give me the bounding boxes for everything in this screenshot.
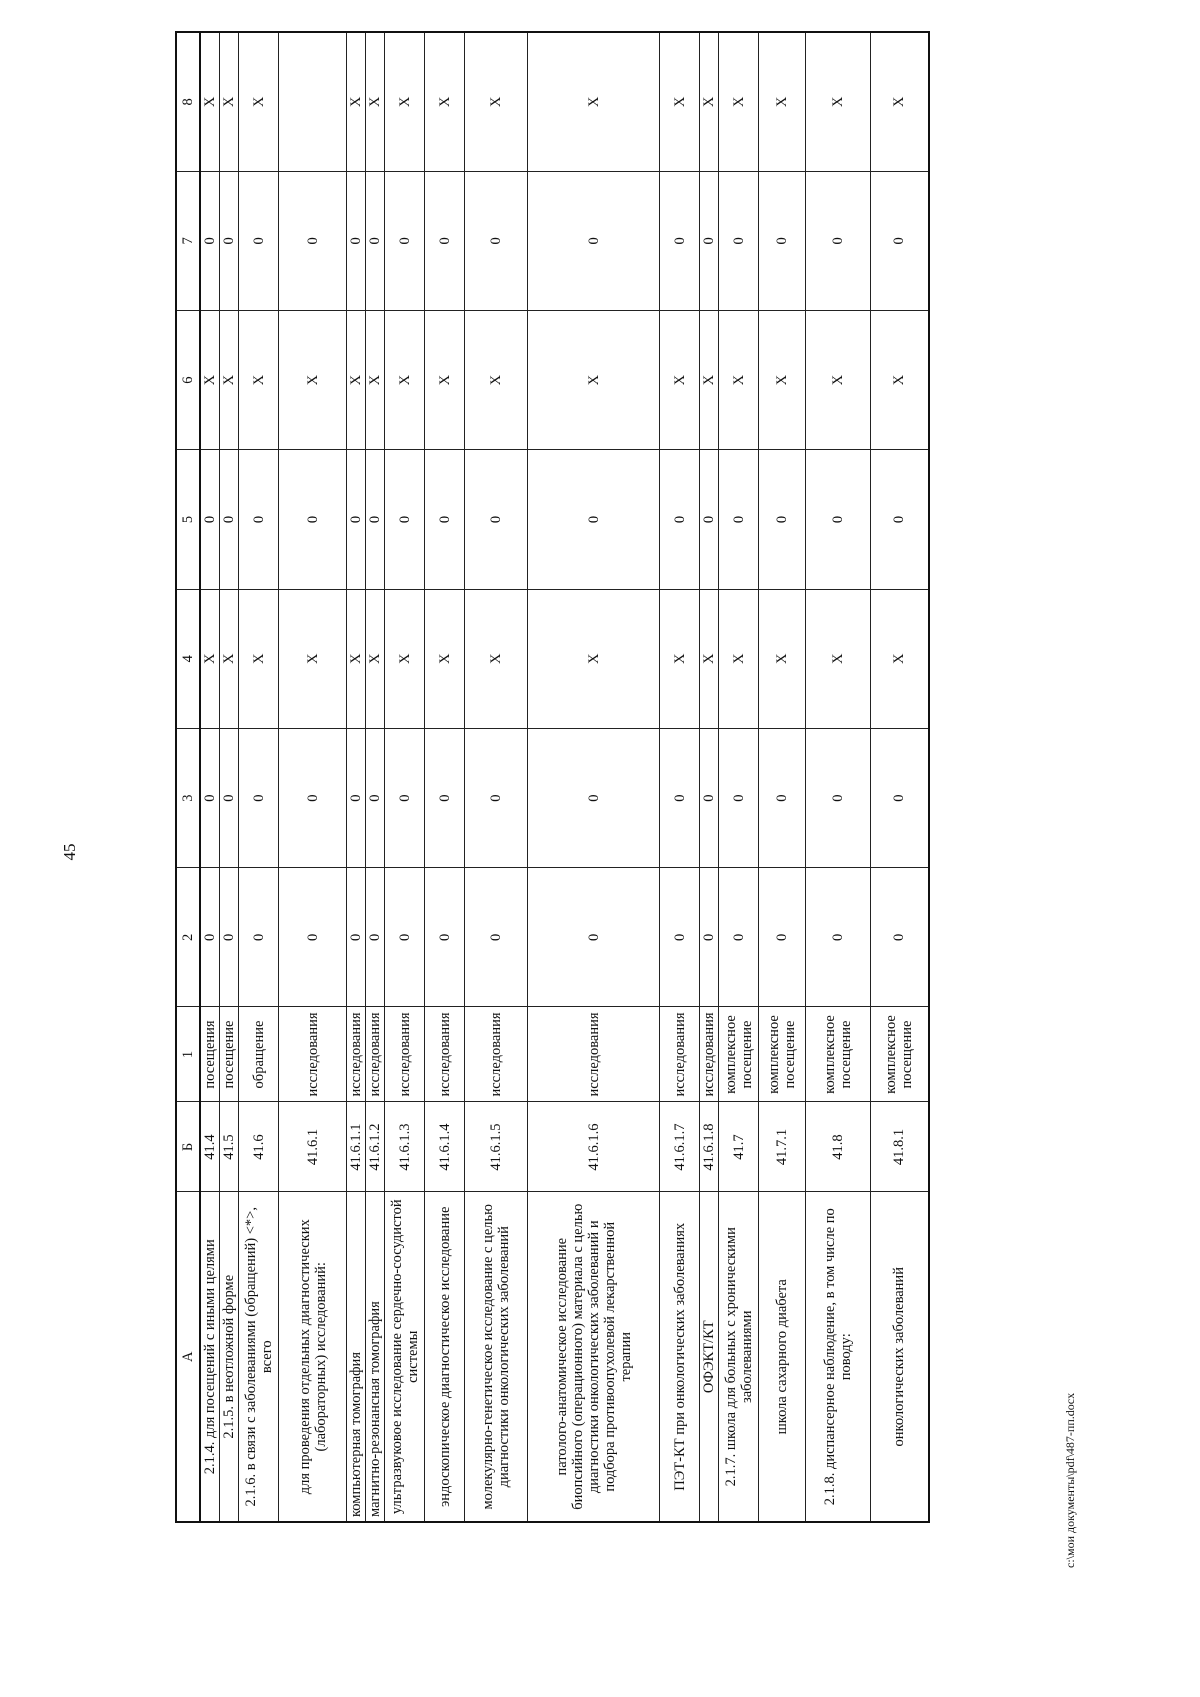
table-row [385, 32, 425, 1522]
col-6-cell: X [385, 311, 425, 450]
col-4-cell: X [220, 589, 239, 728]
col-2-cell: 0 [220, 868, 239, 1007]
col-7-cell: 0 [528, 171, 660, 310]
col-6-cell: X [220, 311, 239, 450]
row-code-cell: 41.5 [220, 1102, 239, 1192]
col-2-cell: 0 [366, 868, 385, 1007]
table-row [239, 32, 279, 1522]
col-4-cell: X [385, 589, 425, 728]
col-5-cell: 0 [528, 450, 660, 589]
column-header-a: А [176, 1192, 200, 1522]
col-5-cell: 0 [385, 450, 425, 589]
row-code-cell: 41.6.1.7 [660, 1102, 700, 1192]
column-header-8: 8 [176, 32, 200, 171]
page-number: 45 [60, 843, 79, 861]
column-header-7: 7 [176, 171, 200, 310]
col-7-cell: 0 [425, 171, 465, 310]
table-header-row [176, 32, 200, 1522]
table-row [528, 32, 660, 1522]
table-row [465, 32, 528, 1522]
col-7-cell: 0 [719, 171, 759, 310]
table-row [347, 32, 366, 1522]
col-3-cell: 0 [200, 728, 220, 867]
col-3-cell: 0 [871, 728, 929, 867]
indicator-name-cell: ультразвуковое исследование сердечно-сосудистой системы [385, 1192, 425, 1522]
col-3-cell: 0 [366, 728, 385, 867]
column-header-5: 5 [176, 450, 200, 589]
col-4-cell: X [279, 589, 347, 728]
col-2-cell: 0 [759, 868, 806, 1007]
table-row [806, 32, 871, 1522]
col-6-cell: X [200, 311, 220, 450]
row-code-cell: 41.6.1.1 [347, 1102, 366, 1192]
column-header-4: 4 [176, 589, 200, 728]
col-4-cell: X [366, 589, 385, 728]
col-4-cell: X [425, 589, 465, 728]
col-3-cell: 0 [279, 728, 347, 867]
col-8-cell: X [719, 32, 759, 171]
col-7-cell: 0 [220, 171, 239, 310]
row-code-cell: 41.7 [719, 1102, 759, 1192]
col-6-cell: X [366, 311, 385, 450]
col-8-cell: X [700, 32, 719, 171]
col-8-cell: X [366, 32, 385, 171]
col-2-cell: 0 [871, 868, 929, 1007]
column-header-b: Б [176, 1102, 200, 1192]
column-header-3: 3 [176, 728, 200, 867]
row-code-cell: 41.6.1.8 [700, 1102, 719, 1192]
col-3-cell: 0 [465, 728, 528, 867]
col-2-cell: 0 [385, 868, 425, 1007]
row-code-cell: 41.6 [239, 1102, 279, 1192]
col-6-cell: X [806, 311, 871, 450]
col-2-cell: 0 [347, 868, 366, 1007]
unit-cell: комплексное посещение [871, 1007, 929, 1102]
col-4-cell: X [239, 589, 279, 728]
col-6-cell: X [700, 311, 719, 450]
col-5-cell: 0 [759, 450, 806, 589]
column-header-1: 1 [176, 1007, 200, 1102]
col-8-cell: X [660, 32, 700, 171]
col-3-cell: 0 [759, 728, 806, 867]
unit-cell: комплексное посещение [759, 1007, 806, 1102]
unit-cell: исследования [660, 1007, 700, 1102]
col-6-cell: X [528, 311, 660, 450]
unit-cell: исследования [425, 1007, 465, 1102]
table-container [175, 33, 1055, 1523]
indicator-name-cell: магнитно-резонансная томография [366, 1192, 385, 1522]
indicator-name-cell: ПЭТ-КТ при онкологических заболеваниях [660, 1192, 700, 1522]
rotated-table-frame [175, 33, 1055, 1523]
row-code-cell: 41.6.1.6 [528, 1102, 660, 1192]
col-4-cell: X [528, 589, 660, 728]
col-2-cell: 0 [806, 868, 871, 1007]
indicator-name-cell: 2.1.7. школа для больных с хроническими заболеваниями [719, 1192, 759, 1522]
col-6-cell: X [347, 311, 366, 450]
col-4-cell: X [465, 589, 528, 728]
col-5-cell: 0 [700, 450, 719, 589]
indicator-name-cell: 2.1.5. в неотложной форме [220, 1192, 239, 1522]
unit-cell: исследования [366, 1007, 385, 1102]
col-6-cell: X [465, 311, 528, 450]
col-5-cell: 0 [871, 450, 929, 589]
table-row [871, 32, 929, 1522]
indicator-name-cell: онкологических заболеваний [871, 1192, 929, 1522]
col-6-cell: X [759, 311, 806, 450]
table-row [719, 32, 759, 1522]
col-7-cell: 0 [759, 171, 806, 310]
table-row [660, 32, 700, 1522]
col-2-cell: 0 [239, 868, 279, 1007]
col-8-cell: X [806, 32, 871, 171]
col-2-cell: 0 [719, 868, 759, 1007]
col-8-cell: X [220, 32, 239, 171]
col-8-cell: X [200, 32, 220, 171]
col-7-cell: 0 [660, 171, 700, 310]
col-2-cell: 0 [425, 868, 465, 1007]
table-row [425, 32, 465, 1522]
col-5-cell: 0 [660, 450, 700, 589]
col-4-cell: X [806, 589, 871, 728]
row-code-cell: 41.6.1 [279, 1102, 347, 1192]
row-code-cell: 41.8.1 [871, 1102, 929, 1192]
col-7-cell: 0 [871, 171, 929, 310]
col-6-cell: X [719, 311, 759, 450]
column-header-2: 2 [176, 868, 200, 1007]
col-3-cell: 0 [806, 728, 871, 867]
col-5-cell: 0 [465, 450, 528, 589]
col-5-cell: 0 [200, 450, 220, 589]
col-4-cell: X [871, 589, 929, 728]
col-8-cell: X [425, 32, 465, 171]
col-5-cell: 0 [279, 450, 347, 589]
col-7-cell: 0 [385, 171, 425, 310]
table-row [220, 32, 239, 1522]
unit-cell: комплексное посещение [806, 1007, 871, 1102]
col-8-cell: X [528, 32, 660, 171]
table-body [200, 32, 929, 1522]
col-6-cell: X [425, 311, 465, 450]
unit-cell: обращение [239, 1007, 279, 1102]
document-file-path: c:\мои документы\pdf\487-пп.docx [1063, 1392, 1077, 1568]
col-7-cell: 0 [366, 171, 385, 310]
col-8-cell: X [347, 32, 366, 171]
col-7-cell: 0 [200, 171, 220, 310]
unit-cell: посещение [220, 1007, 239, 1102]
col-3-cell: 0 [385, 728, 425, 867]
row-code-cell: 41.8 [806, 1102, 871, 1192]
col-3-cell: 0 [660, 728, 700, 867]
col-8-cell: X [759, 32, 806, 171]
col-2-cell: 0 [465, 868, 528, 1007]
indicator-name-cell: ОФЭКТ/КТ [700, 1192, 719, 1522]
column-header-6: 6 [176, 311, 200, 450]
unit-cell: исследования [700, 1007, 719, 1102]
col-7-cell: 0 [279, 171, 347, 310]
col-3-cell: 0 [239, 728, 279, 867]
col-7-cell: 0 [347, 171, 366, 310]
col-5-cell: 0 [239, 450, 279, 589]
indicator-name-cell: молекулярно-генетическое исследование с целью диагностики онкологических заболеваний [465, 1192, 528, 1522]
col-2-cell: 0 [279, 868, 347, 1007]
col-6-cell: X [871, 311, 929, 450]
col-3-cell: 0 [347, 728, 366, 867]
indicator-name-cell: для проведения отдельных диагностических (лабораторных) исследований: [279, 1192, 347, 1522]
col-6-cell: X [239, 311, 279, 450]
col-3-cell: 0 [719, 728, 759, 867]
row-code-cell: 41.7.1 [759, 1102, 806, 1192]
col-8-cell: X [385, 32, 425, 171]
col-2-cell: 0 [528, 868, 660, 1007]
indicator-name-cell: патолого-анатомическое исследование биопсийного (операционного) материала с целью диагностики онкологических заболеваний и подбора противоопухолевой лекарственной терапии [528, 1192, 660, 1522]
unit-cell: посещения [200, 1007, 220, 1102]
col-2-cell: 0 [700, 868, 719, 1007]
col-3-cell: 0 [425, 728, 465, 867]
col-7-cell: 0 [806, 171, 871, 310]
col-8-cell: X [239, 32, 279, 171]
col-8-cell: X [465, 32, 528, 171]
col-4-cell: X [660, 589, 700, 728]
unit-cell: исследования [279, 1007, 347, 1102]
col-2-cell: 0 [660, 868, 700, 1007]
col-4-cell: X [200, 589, 220, 728]
col-5-cell: 0 [425, 450, 465, 589]
indicator-name-cell: школа сахарного диабета [759, 1192, 806, 1522]
col-5-cell: 0 [347, 450, 366, 589]
indicator-name-cell: 2.1.8. диспансерное наблюдение, в том числе по поводу: [806, 1192, 871, 1522]
indicator-name-cell: 2.1.4. для посещений с иными целями [200, 1192, 220, 1522]
col-3-cell: 0 [220, 728, 239, 867]
col-6-cell: X [660, 311, 700, 450]
col-7-cell: 0 [239, 171, 279, 310]
data-table [175, 31, 930, 1523]
indicator-name-cell: компьютерная томография [347, 1192, 366, 1522]
col-5-cell: 0 [806, 450, 871, 589]
table-row [759, 32, 806, 1522]
col-8-cell: X [871, 32, 929, 171]
col-3-cell: 0 [528, 728, 660, 867]
col-8-cell [279, 32, 347, 171]
table-row [200, 32, 220, 1522]
col-3-cell: 0 [700, 728, 719, 867]
indicator-name-cell: эндоскопическое диагностическое исследование [425, 1192, 465, 1522]
row-code-cell: 41.6.1.4 [425, 1102, 465, 1192]
table-row [366, 32, 385, 1522]
unit-cell: исследования [465, 1007, 528, 1102]
row-code-cell: 41.6.1.5 [465, 1102, 528, 1192]
col-7-cell: 0 [700, 171, 719, 310]
row-code-cell: 41.6.1.3 [385, 1102, 425, 1192]
col-2-cell: 0 [200, 868, 220, 1007]
col-4-cell: X [719, 589, 759, 728]
unit-cell: исследования [347, 1007, 366, 1102]
col-5-cell: 0 [366, 450, 385, 589]
col-6-cell: X [279, 311, 347, 450]
row-code-cell: 41.4 [200, 1102, 220, 1192]
col-4-cell: X [700, 589, 719, 728]
col-5-cell: 0 [220, 450, 239, 589]
col-4-cell: X [759, 589, 806, 728]
unit-cell: исследования [385, 1007, 425, 1102]
unit-cell: комплексное посещение [719, 1007, 759, 1102]
col-5-cell: 0 [719, 450, 759, 589]
row-code-cell: 41.6.1.2 [366, 1102, 385, 1192]
unit-cell: исследования [528, 1007, 660, 1102]
table-row [700, 32, 719, 1522]
table-row [279, 32, 347, 1522]
col-4-cell: X [347, 589, 366, 728]
indicator-name-cell: 2.1.6. в связи с заболеваниями (обращений) <*>, всего [239, 1192, 279, 1522]
col-7-cell: 0 [465, 171, 528, 310]
